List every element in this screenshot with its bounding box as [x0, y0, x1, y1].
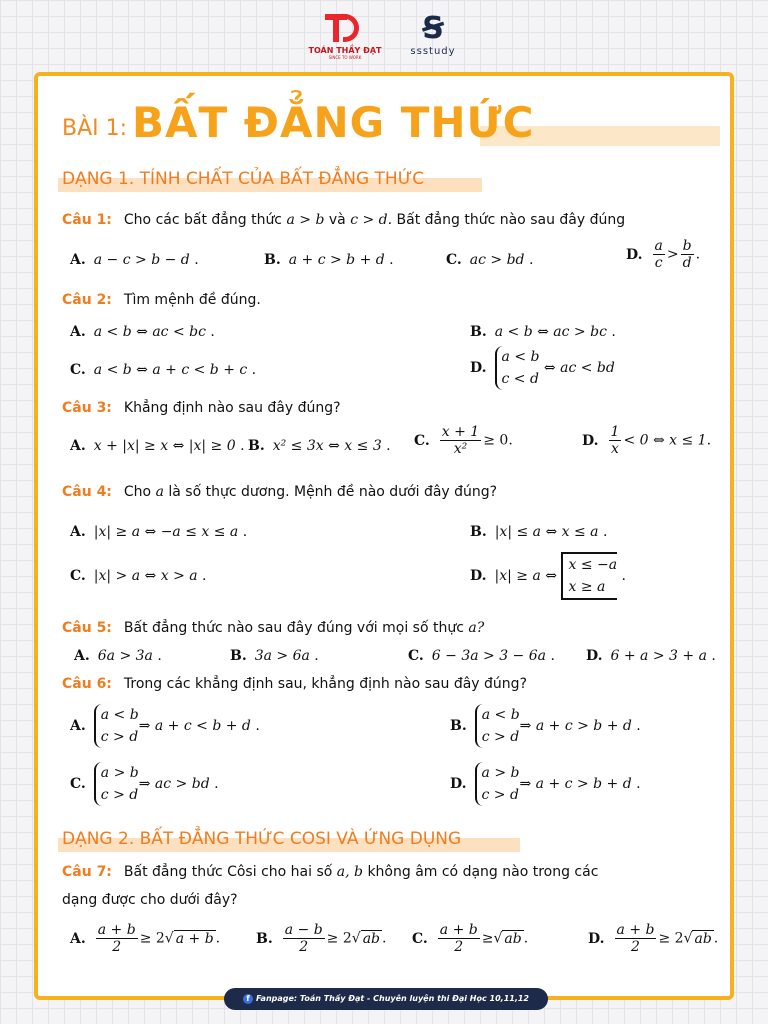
section-heading-2: DẠNG 2. BẤT ĐẲNG THỨC COSI VÀ ỨNG DỤNG [62, 826, 461, 852]
q3-option-d[interactable]: D. $\frac{1}{x}$ < 0 ⇔ x ≤ 1. [582, 424, 712, 457]
q1-option-b[interactable]: B. a + c > b + d . [264, 252, 394, 268]
question-3: Câu 3: Khẳng định nào sau đây đúng? [62, 400, 341, 416]
q2-option-d[interactable]: D.a < b c < d ⇔ ac < bd [470, 346, 615, 390]
title-prefix: BÀI 1: [62, 116, 128, 141]
q4-option-c[interactable]: C. |x| > a ⇔ x > a . [70, 568, 207, 584]
ssstudy-logo-icon: Ꞩ [422, 11, 444, 46]
q6-option-a[interactable]: A.a < b c > d⇒ a + c < b + d . [70, 704, 260, 748]
question-2: Câu 2: Tìm mệnh đề đúng. [62, 292, 261, 308]
q4-option-d[interactable]: D. |x| ≥ a ⇔ x ≤ −a x ≥ a . [470, 552, 626, 600]
q3-option-c[interactable]: C. $\frac{x + 1}{\text{x²}}$ ≥ 0. [414, 424, 513, 457]
section-heading-1: DẠNG 1. TÍNH CHẤT CỦA BẤT ĐẲNG THỨC [62, 166, 424, 192]
q5-option-b[interactable]: B. 3a > 6a . [230, 648, 319, 664]
question-1: Câu 1: Cho các bất đẳng thức a > b và c > d. Bất đẳng thức nào sau đây đúng [62, 212, 626, 228]
q7-option-a[interactable]: A. $\frac{a + b}{2}$ ≥ 2√ a + b . [70, 922, 221, 955]
question-4: Câu 4: Cho a là số thực dương. Mệnh đề nào dưới đây đúng? [62, 484, 498, 500]
q3-option-b[interactable]: B. x² ≤ 3x ⇔ x ≤ 3 . [248, 438, 391, 454]
toan-thay-dat-logo [305, 14, 385, 60]
q3-option-a[interactable]: A. x + |x| ≥ x ⇔ |x| ≥ 0 . [70, 438, 245, 454]
q1-option-d[interactable]: D. $\frac{a}{c}$ > $\frac{b}{d}$ . [626, 238, 701, 271]
q5-option-d[interactable]: D. 6 + a > 3 + a . [586, 648, 716, 664]
ssstudy-logo-name: ssstudy [410, 46, 456, 57]
footer-text: Fanpage: Toán Thầy Đạt - Chuyên luyện thi Đại Học 10,11,12 [256, 994, 529, 1003]
td-logo-name: TOÁN THẦY ĐẠT [308, 46, 382, 55]
q4-option-a[interactable]: A. |x| ≥ a ⇔ −a ≤ x ≤ a . [70, 524, 248, 540]
question-6: Câu 6: Trong các khẳng định sau, khẳng định nào sau đây đúng? [62, 676, 527, 692]
question-7-line-2: dạng được cho dưới đây? [62, 892, 238, 908]
question-7: Câu 7: Bất đẳng thức Côsi cho hai số a, b không âm có dạng nào trong các [62, 864, 599, 880]
q7-option-c[interactable]: C. $\frac{a + b}{2}$ ≥√ ab . [412, 922, 529, 955]
q4-option-b[interactable]: B. |x| ≤ a ⇔ x ≤ a . [470, 524, 608, 540]
q2-option-a[interactable]: A. a < b ⇔ ac < bc . [70, 324, 215, 340]
q6-option-d[interactable]: D.a > b c > d⇒ a + c > b + d . [450, 762, 641, 806]
q7-option-b[interactable]: B. $\frac{a - b}{2}$ ≥ 2√ ab . [256, 922, 387, 955]
fanpage-footer[interactable] [224, 988, 548, 1010]
q2-option-b[interactable]: B. a < b ⇔ ac > bc . [470, 324, 616, 340]
header-logos [0, 12, 768, 70]
q2-option-c[interactable]: C. a < b ⇔ a + c < b + c . [70, 362, 257, 378]
td-logo-sub: SINCE TO WORK [328, 55, 362, 60]
q7-option-d[interactable]: D. $\frac{a + b}{2}$ ≥ 2√ ab . [588, 922, 719, 955]
q5-option-c[interactable]: C. 6 − 3a > 3 − 6a . [408, 648, 555, 664]
ssstudy-logo [398, 12, 468, 57]
td-logo-icon [325, 14, 365, 44]
q5-option-a[interactable]: A. 6a > 3a . [74, 648, 162, 664]
q1-option-c[interactable]: C. ac > bd . [446, 252, 534, 268]
facebook-icon: f [243, 994, 253, 1004]
question-5: Câu 5: Bất đẳng thức nào sau đây đúng với mọi số thực a? [62, 620, 485, 636]
title-main: BẤT ĐẲNG THỨC [132, 98, 535, 147]
page-title [62, 98, 722, 154]
q1-option-a[interactable]: A. a − c > b − d . [70, 252, 199, 268]
q6-option-b[interactable]: B.a < b c > d⇒ a + c > b + d . [450, 704, 641, 748]
q6-option-c[interactable]: C.a > b c > d⇒ ac > bd . [70, 762, 219, 806]
